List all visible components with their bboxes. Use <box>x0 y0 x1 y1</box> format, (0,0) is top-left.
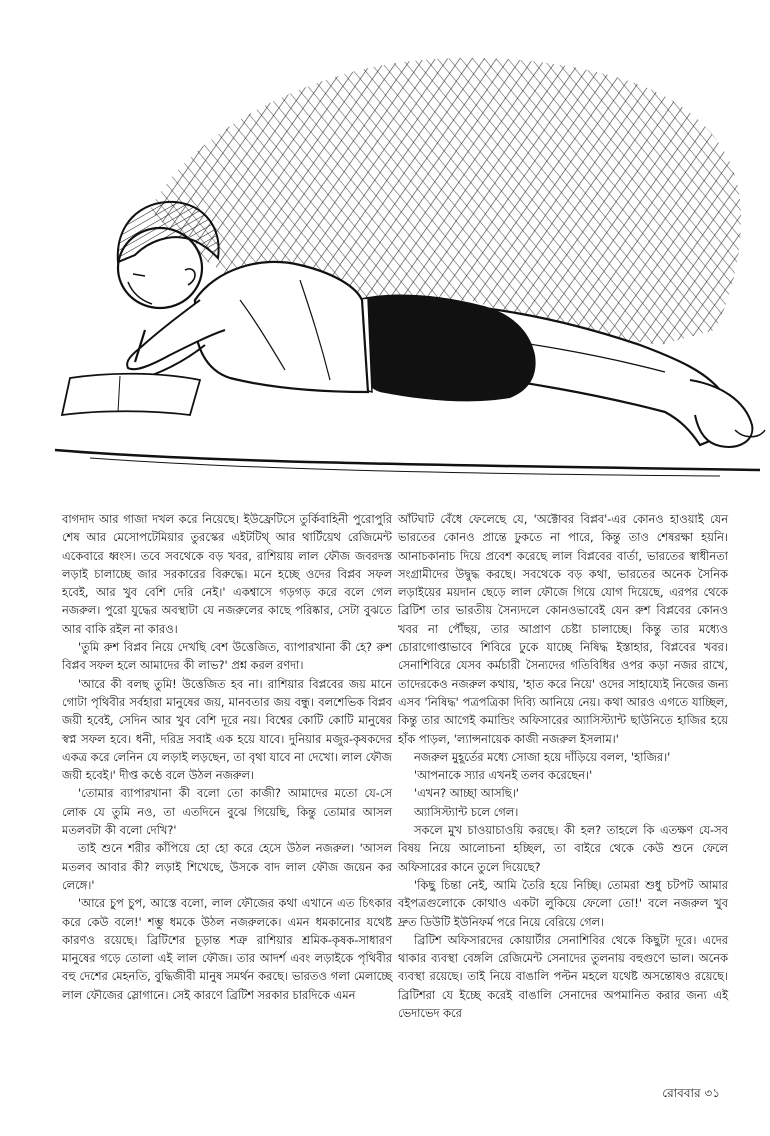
paragraph: আঁটঘাট বেঁধে ফেলেছে যে, 'অক্টোবর বিপ্লব'-এর কোনও হাওয়াই যেন ভারতের কোনও প্রান্তে ঢুকতে না পারে, কিন্তু তাও শেষরক্ষা হয়নি। আনাচকানাচ দিয়ে প্রবেশ করেছে লাল বিপ্লবের বার্তা, ভারতের স্বাধীনতা সংগ্রামীদের উদ্বুদ্ধ করছে। সবথেকে বড় কথা, ভারতের অনেক সৈনিক লড়াইয়ের ময়দান ছেড়ে লাল ফৌজে গিয়ে যোগ দিয়েছে, এরপর থেকে ব্রিটিশ তার ভারতীয় সৈন্যদলে কোনওভাবেই যেন রুশ বিপ্লবের কোনও খবর না পৌঁছয়, তার আপ্রাণ চেষ্টা চালাচ্ছে। কিন্তু তার মধ্যেও চোরাগোপ্তাভাবে শিবিরে ঢুকে যাচ্ছে নিষিদ্ধ ইস্তাহার, বিপ্লবের খবর। সেনাশিবিরে যেসব কর্মচারী সৈন্যদের গতিবিধির ওপর কড়া নজর রাখে, তাদেরকেও নজরুল কথায়, 'হাত করে নিয়ে' ওদের সাহায্যেই নিজের জন্য এসব 'নিষিদ্ধ' পত্রপত্রিকা দিব্যি আনিয়ে নেয়। কথা আরও এগতে যাচ্ছিল, কিন্তু তার আগেই কমান্ডিং অফিসারের অ্যাসিস্ট্যান্ট ছাউনিতে হাজির হয়ে হাঁক পাড়ল, 'ল্যান্সনায়েক কাজী নজরুল ইসলাম।' <box>398 512 728 746</box>
paragraph: 'তোমার ব্যাপারখানা কী বলো তো কাজী? আমাদের মতো যে-সে লোক যে তুমি নও, তা এতদিনে বুঝে গিয়েছি, কিন্তু তোমার আসল মতলবটা কী বলো দেখি?' <box>62 786 392 838</box>
paragraph: 'এখন? আচ্ছা আসছি।' <box>414 786 519 801</box>
paragraph: 'আরে চুপ চুপ, আস্তে বলো, লাল ফৌজের কথা এখানে এত চিৎকার করে কেউ বলে!' শম্ভু ধমকে উঠল নজরুলকে। এমন ধমকানোর যথেষ্ট কারণও রয়েছে। ব্রিটিশের চূড়ান্ত শত্রু রাশিয়ার শ্রমিক-কৃষক-সাধারণ মানুষের গড়ে তোলা এই লাল ফৌজ। তার আদর্শ এবং লড়াইকে পৃথিবীর বহু দেশের মেহনতি, বুদ্ধিজীবী মানুষ সমর্থন করছে। ভারতও গলা মেলাচ্ছে লাল ফৌজের স্লোগানে। সেই কারণে ব্রিটিশ সরকার চারদিকে এমন <box>62 896 392 1002</box>
paragraph: 'তুমি রুশ বিপ্লব নিয়ে দেখছি বেশ উত্তেজিত, ব্যাপারখানা কী হে? রুশ বিপ্লব সফল হলে আমাদের কী লাভ?' প্রশ্ন করল রণদা। <box>62 640 392 673</box>
paragraph: সকলে মুখ চাওয়াচাওয়ি করছে। কী হল? তাহলে কি এতক্ষণ যে-সব বিষয় নিয়ে আলোচনা হচ্ছিল, তা বাইরে থেকে কেউ শুনে ফেলে অফিসারের কানে তুলে দিয়েছে? <box>398 823 728 874</box>
paragraph: 'আরে কী বলছ তুমি! উত্তেজিত হব না। রাশিয়ার বিপ্লবের জয় মানে গোটা পৃথিবীর সর্বহারা মানুষের জয়, মানবতার জয় বন্ধু। বলশেভিক বিপ্লব জয়ী হবেই, সেদিন আর খুব বেশি দূরে নয়। বিশ্বের কোটি কোটি মানুষের স্বপ্ন সফল হবে। ধনী, দরিদ্র সবাই এক হয়ে যাবে। দুনিয়ার মজুর-কৃষকদের একত্র করে লেনিন যে লড়াই লড়ছেন, তা বৃথা যাবে না দেখো। লাল ফৌজ জয়ী হবেই।' দীপ্ত কণ্ঠে বলে উঠল নজরুল। <box>62 676 392 783</box>
paragraph: বাগদাদ আর গাজা দখল করে নিয়েছে। ইউফ্রেটিসে তুর্কিবাহিনী পুরোপুরি শেষ আর মেসোপটেমিয়ার তুরস্কের এইটটিথ্ আর থার্টিয়েথ রেজিমেন্ট একেবারে ধ্বংস। তবে সবথেকে বড় খবর, রাশিয়ায় লাল ফৌজ জবরদস্ত লড়াই চালাচ্ছে জার সরকারের বিরুদ্ধে। মনে হচ্ছে ওদের বিপ্লব সফল হবেই, আর খুব বেশি দেরি নেই।' একশ্বাসে গড়গড় করে বলে গেল নজরুল। পুরো যুদ্ধের অবস্থাটা যে নজরুলের কাছে পরিষ্কার, সেটা বুঝতে আর বাকি রইল না কারও। <box>62 512 392 636</box>
paragraph: 'কিছু চিন্তা নেই, আমি তৈরি হয়ে নিচ্ছি। তোমরা শুধু চটপট আমার বইপত্রগুলোকে কোথাও একটা লুকিয়ে ফেলো তো!' বলে নজরুল খুব দ্রুত ডিউটি ইউনিফর্ম পরে নিয়ে বেরিয়ে গেল। <box>398 877 728 929</box>
paragraph: ব্রিটিশ অফিসারদের কোয়ার্টার সেনাশিবির থেকে কিছুটা দূরে। এদের থাকার ব্যবস্থা বেঙ্গলি রেজিমেন্ট সেনাদের তুলনায় বহুগুণে ভাল। অনেক ব্যবস্থা রয়েছে। তাই নিয়ে বাঙালি পল্টন মহলে যথেষ্ট অসন্তোষও রয়েছে। ব্রিটিশরা যে ইচ্ছে করেই বাঙালি সেনাদের অপমানিত করার জন্য এই ভেদাভেদ করে <box>398 932 728 1021</box>
paragraph: অ্যাসিস্ট্যান্ট চলে গেল। <box>414 804 519 819</box>
left-text-column <box>62 510 392 1004</box>
paragraph: 'আপনাকে স্যার এখনই তলব করেছেন।' <box>414 768 593 783</box>
paragraph: নজরুল মুহূর্তের মধ্যে সোজা হয়ে দাঁড়িয়ে বলল, 'হাজির।' <box>414 749 671 764</box>
page-folio: রোববার ৩১ <box>662 1086 720 1100</box>
right-text-column <box>398 510 728 1022</box>
boy-writing-illustration <box>0 0 770 500</box>
paragraph: তাই শুনে শরীর কাঁপিয়ে হো হো করে হেসে উঠল নজরুল। 'আসল মতলব আবার কী? লড়াই শিখেছে, উসকে বাদ লাল ফৌজ জয়েন কর লেঙ্গে।' <box>62 841 392 892</box>
